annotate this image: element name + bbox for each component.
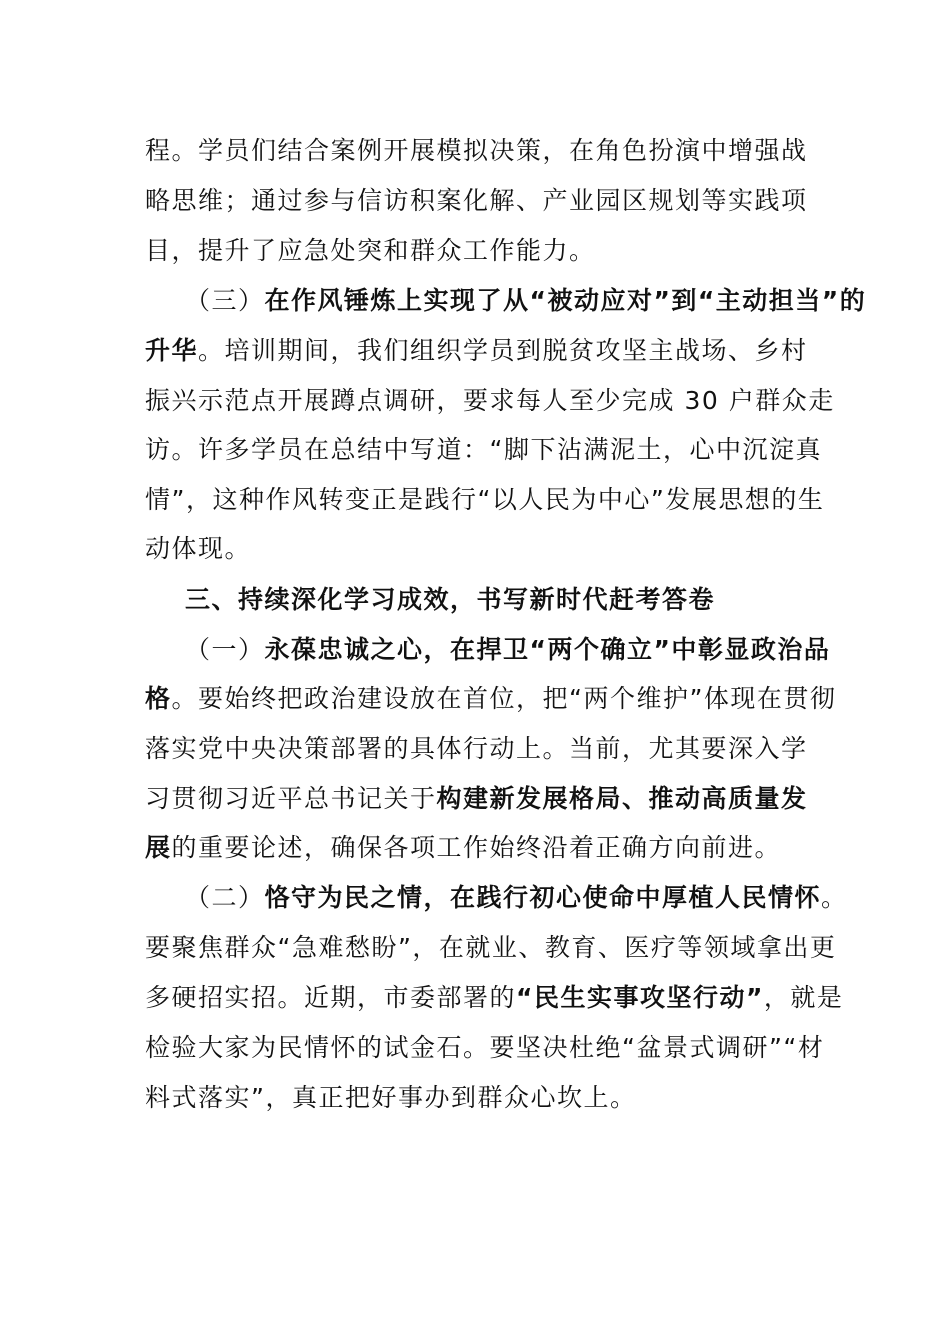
emphasis-bold: 展: [145, 833, 172, 862]
subsection-title-bold: 永葆忠诚之心，在捍卫“两个确立”中彰显政治品: [264, 635, 831, 664]
text-segment: 动体现。: [145, 534, 252, 563]
text-segment: 目，提升了应急处突和群众工作能力。: [145, 236, 596, 265]
text-segment: 落实党中央决策部署的具体行动上。当前，尤其要深入学: [145, 734, 808, 763]
text-segment: 。要始终把政治建设放在首位，把“两个维护”体现在贯彻: [171, 684, 837, 713]
subsection-number: （二）: [185, 883, 265, 912]
subsection-heading-line: [185, 284, 866, 318]
body-text-line: [145, 931, 836, 965]
text-segment: 情”，这种作风转变正是践行“以人民为中心”发展思想的生: [145, 485, 825, 514]
body-text-line: [145, 532, 251, 566]
section-heading: [185, 583, 715, 617]
text-segment: 习贯彻习近平总书记关于: [145, 784, 437, 813]
body-text-line: [145, 782, 808, 816]
text-segment: 多硬招实招。近期，市委部署的: [145, 983, 517, 1012]
text-segment: 访。许多学员在总结中写道：“脚下沾满泥土，心中沉淀真: [145, 435, 822, 464]
body-text-line: [145, 682, 836, 716]
body-text-line: [145, 334, 808, 368]
subsection-number: （三）: [185, 286, 265, 315]
body-text-line: [145, 1081, 636, 1115]
subsection-title-bold: 恪守为民之情，在践行初心使命中厚植人民情怀: [264, 883, 822, 912]
text-segment: 的重要论述，确保各项工作始终沿着正确方向前进。: [171, 833, 782, 862]
text-segment: 要聚焦群众“急难愁盼”，在就业、教育、医疗等领域拿出更: [145, 933, 837, 962]
body-text-line: [145, 234, 596, 268]
subsection-heading-line: [185, 881, 848, 915]
emphasis-bold: “民生实事攻坚行动”: [516, 983, 764, 1012]
text-segment: 。: [821, 883, 848, 912]
subsection-title-bold: 在作风锤炼上实现了从“被动应对”到“主动担当”的: [264, 286, 867, 315]
text-segment: 程。学员们结合案例开展模拟决策，在角色扮演中增强战: [145, 136, 808, 165]
text-segment: 检验大家为民情怀的试金石。要坚决杜绝“盆景式调研”“材: [145, 1033, 825, 1062]
body-text-line: [145, 831, 781, 865]
body-text-line: [145, 981, 843, 1015]
body-text-line: [145, 184, 808, 218]
text-segment: 料式落实”，真正把好事办到群众心坎上。: [145, 1083, 637, 1112]
text-segment: 。培训期间，我们组织学员到脱贫攻坚主战场、乡村: [198, 336, 808, 365]
subsection-number: （一）: [185, 635, 265, 664]
subsection-title-bold: 升华: [145, 336, 199, 365]
body-text-line: [145, 483, 824, 517]
text-segment: ，就是: [763, 983, 844, 1012]
section-title: 三、持续深化学习成效，书写新时代赶考答卷: [185, 585, 716, 614]
body-text-line: [145, 732, 808, 766]
body-text-line: [145, 134, 808, 168]
emphasis-bold: 构建新发展格局、推动高质量发: [436, 784, 808, 813]
text-segment: 略思维；通过参与信访积案化解、产业园区规划等实践项: [145, 186, 808, 215]
body-text-line: [145, 1031, 824, 1065]
body-text-line: [145, 384, 835, 418]
subsection-title-bold: 格: [145, 684, 172, 713]
text-segment: 振兴示范点开展蹲点调研，要求每人至少完成 30 户群众走: [145, 386, 835, 415]
body-text-line: [145, 433, 822, 467]
subsection-heading-line: [185, 633, 830, 667]
